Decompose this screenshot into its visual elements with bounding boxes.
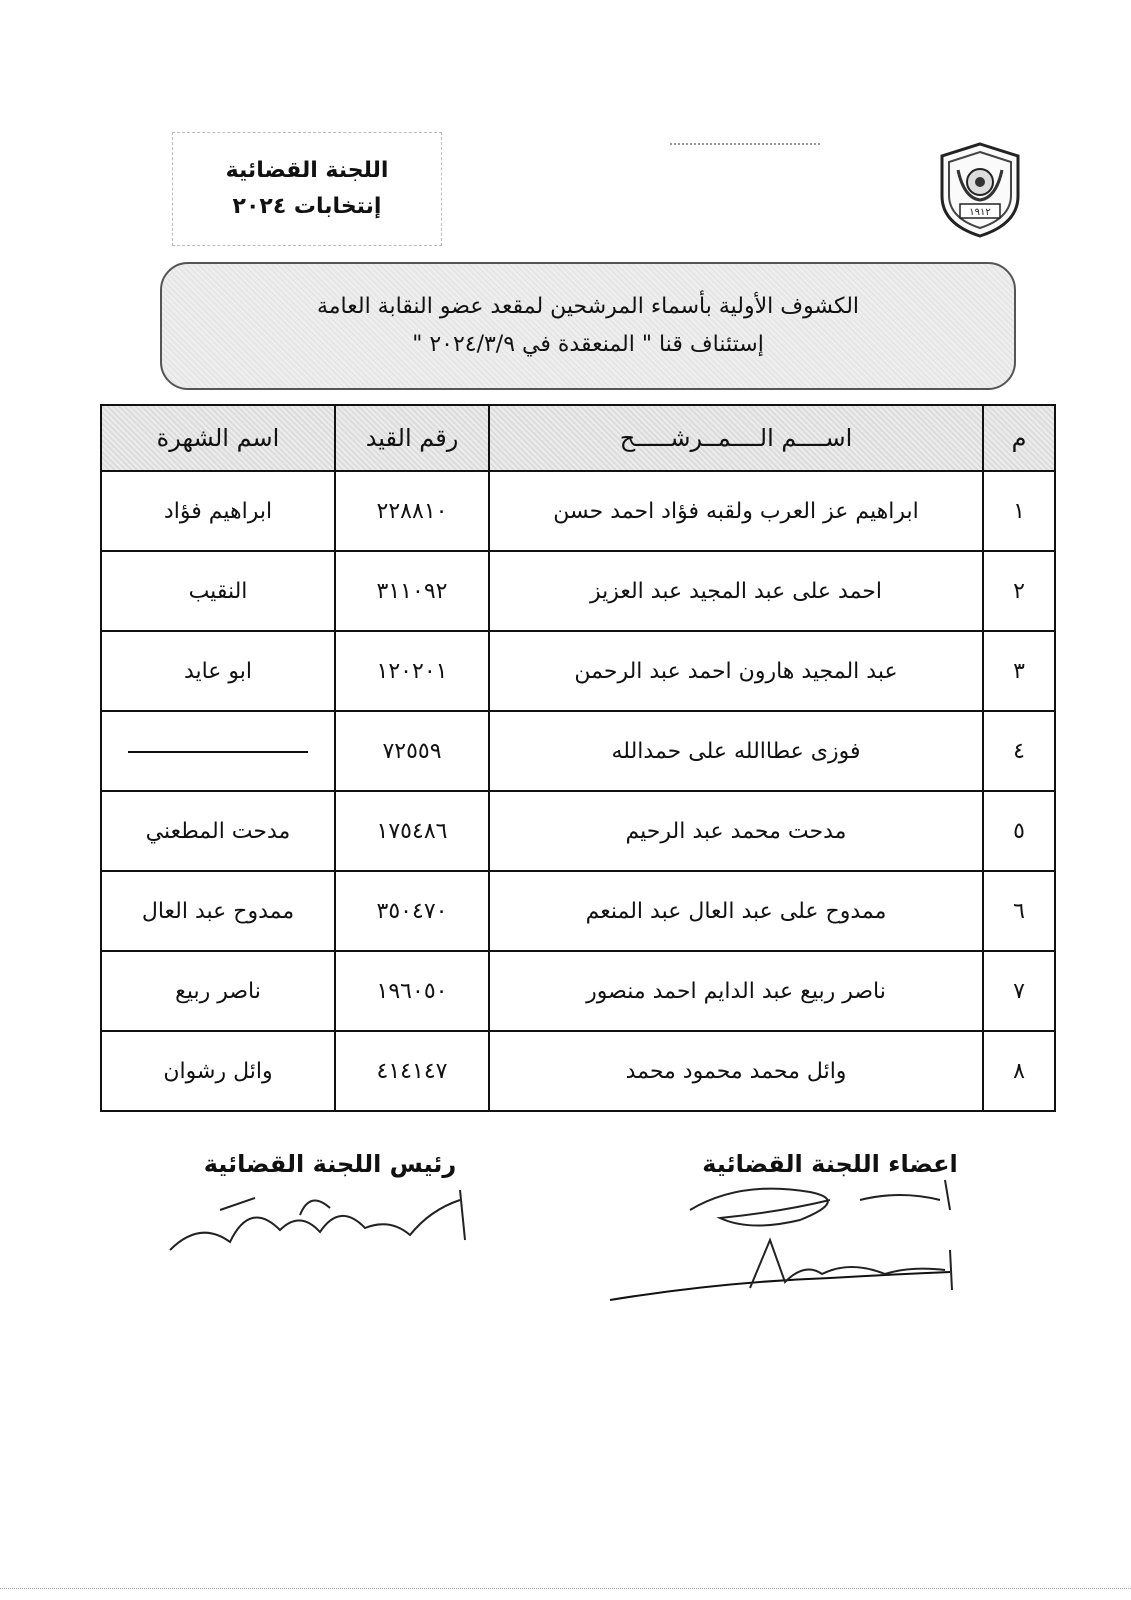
row-index: ٥: [983, 791, 1055, 871]
title-banner: [160, 262, 1016, 390]
row-known-as: ابو عايد: [101, 631, 335, 711]
row-registration-number: ٤١٤١٤٧: [335, 1031, 489, 1111]
row-known-as: ناصر ربيع: [101, 951, 335, 1031]
members-signatures-icon: [600, 1170, 980, 1320]
row-registration-number: ١٧٥٤٨٦: [335, 791, 489, 871]
row-known-as-empty: [101, 711, 335, 791]
row-known-as: النقيب: [101, 551, 335, 631]
row-candidate-name: عبد المجيد هارون احمد عبد الرحمن: [489, 631, 983, 711]
seal-year: ١٩١٢: [969, 207, 991, 218]
header-known-as: اسم الشهرة: [101, 405, 335, 471]
syndicate-seal-icon: [934, 140, 1026, 240]
row-registration-number: ١٩٦٠٥٠: [335, 951, 489, 1031]
row-candidate-name: فوزى عطاالله على حمدالله: [489, 711, 983, 791]
table-row: [101, 951, 1055, 1031]
row-index: ٣: [983, 631, 1055, 711]
row-registration-number: ٣٥٠٤٧٠: [335, 871, 489, 951]
title-line-1: الكشوف الأولية بأسماء المرشحين لمقعد عضو النقابة العامة: [316, 294, 860, 319]
row-index: ٦: [983, 871, 1055, 951]
row-index: ٧: [983, 951, 1055, 1031]
row-candidate-name: مدحت محمد عبد الرحيم: [489, 791, 983, 871]
table-row: [101, 871, 1055, 951]
row-registration-number: ٢٢٨٨١٠: [335, 471, 489, 551]
table-row: [101, 1031, 1055, 1111]
scan-dotted-line: [670, 143, 820, 145]
row-known-as: مدحت المطعني: [101, 791, 335, 871]
chair-signature-icon: [160, 1180, 480, 1280]
scan-edge-line: [0, 1588, 1131, 1589]
row-known-as: وائل رشوان: [101, 1031, 335, 1111]
row-known-as: ممدوح عبد العال: [101, 871, 335, 951]
row-index: ٢: [983, 551, 1055, 631]
row-index: ١: [983, 471, 1055, 551]
table-row: [101, 471, 1055, 551]
row-registration-number: ٣١١٠٩٢: [335, 551, 489, 631]
blank-line: [128, 751, 308, 753]
committee-members-title: اعضاء اللجنة القضائية: [702, 1150, 958, 1178]
row-candidate-name: ممدوح على عبد العال عبد المنعم: [489, 871, 983, 951]
row-candidate-name: وائل محمد محمود محمد: [489, 1031, 983, 1111]
row-candidate-name: ابراهيم عز العرب ولقبه فؤاد احمد حسن: [489, 471, 983, 551]
table-header-row: [101, 405, 1055, 471]
row-candidate-name: ناصر ربيع عبد الدايم احمد منصور: [489, 951, 983, 1031]
row-candidate-name: احمد على عبد المجيد عبد العزيز: [489, 551, 983, 631]
row-known-as: ابراهيم فؤاد: [101, 471, 335, 551]
row-index: ٤: [983, 711, 1055, 791]
title-line-2: " إستئناف قنا " المنعقدة في ٢٠٢٤/٣/٩: [412, 332, 764, 357]
header-index: م: [983, 405, 1055, 471]
candidates-table: [100, 404, 1056, 1112]
committee-name: اللجنة القضائية: [225, 158, 389, 183]
table-row: [101, 711, 1055, 791]
row-registration-number: ١٢٠٢٠١: [335, 631, 489, 711]
table-row: [101, 551, 1055, 631]
row-index: ٨: [983, 1031, 1055, 1111]
table-row: [101, 791, 1055, 871]
elections-year: إنتخابات ٢٠٢٤: [232, 194, 382, 219]
committee-box: [172, 132, 442, 246]
header-candidate-name: اســــم الــــمــرشـــــح: [489, 405, 983, 471]
header-registration-number: رقم القيد: [335, 405, 489, 471]
table-row: [101, 631, 1055, 711]
row-registration-number: ٧٢٥٥٩: [335, 711, 489, 791]
committee-chair-title: رئيس اللجنة القضائية: [203, 1150, 457, 1178]
